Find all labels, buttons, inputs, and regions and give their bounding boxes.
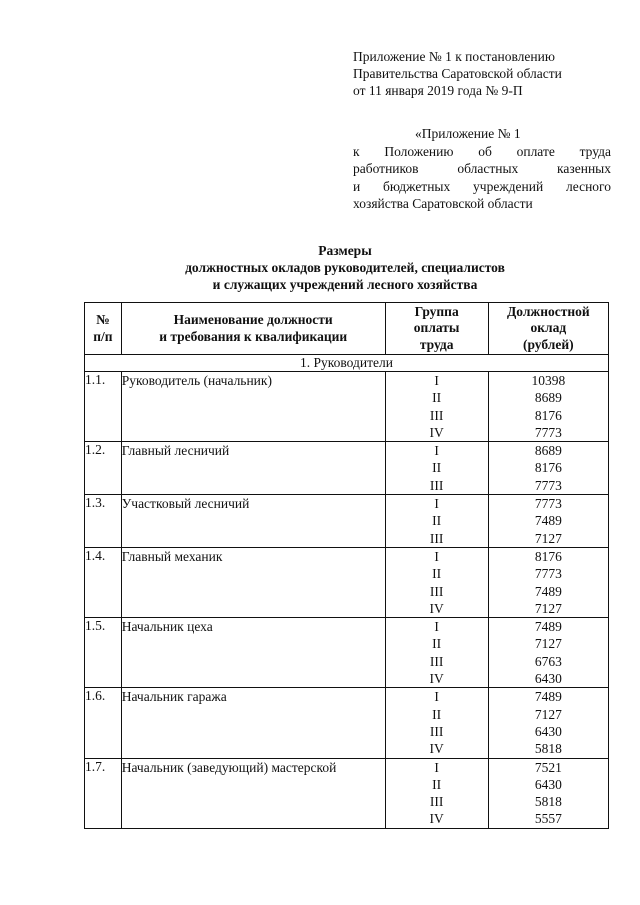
table-row [85, 442, 609, 495]
pay-group-value: IV [429, 600, 444, 616]
position-name-text: Главный лесничий [121, 443, 230, 459]
position-name [121, 495, 385, 548]
salary-value: 7489 [534, 689, 562, 705]
position-name-text: Начальник цеха [121, 619, 213, 635]
salary-value: 7127 [534, 706, 562, 722]
salary-value: 6430 [534, 723, 562, 739]
table-row [85, 495, 609, 548]
header-position [121, 303, 385, 355]
table-header-row [85, 303, 609, 355]
row-number: 1.3. [85, 495, 122, 548]
title-line: Размеры [318, 243, 372, 258]
header-salary [488, 303, 608, 355]
pay-group-value: II [432, 460, 442, 476]
position-name [121, 372, 385, 442]
pay-group-value: IV [429, 424, 444, 440]
pay-group-value: IV [429, 811, 444, 827]
header-text: оплаты [413, 320, 460, 336]
position-name [121, 547, 385, 617]
salary-cell [488, 758, 608, 828]
salary-value: 10398 [531, 373, 566, 388]
salary-value: 8176 [534, 460, 562, 476]
pay-group-cell [385, 688, 488, 758]
pay-group-value: I [434, 619, 439, 635]
salary-value: 8689 [534, 390, 562, 406]
pay-group-cell [385, 758, 488, 828]
position-name-text: Участковый лесничий [121, 496, 250, 512]
header-text: и требования к квалификации [159, 328, 348, 344]
salary-value: 7127 [534, 600, 562, 616]
salary-value: 7489 [534, 619, 562, 635]
header-text: Должностной [506, 303, 590, 319]
pay-group-value: III [429, 794, 444, 810]
salary-value: 6763 [534, 653, 562, 669]
pay-group-value: III [429, 407, 444, 423]
salary-table [84, 302, 609, 829]
pay-group-cell [385, 618, 488, 688]
salary-value: 5557 [534, 811, 562, 827]
pay-group-value: I [434, 373, 439, 388]
salary-cell [488, 442, 608, 495]
inner-appendix-title: «Приложение № 1 [415, 126, 521, 141]
salary-value: 7773 [534, 477, 562, 493]
pay-group-value: III [429, 583, 444, 599]
row-number: 1.7. [85, 758, 122, 828]
salary-value: 5818 [534, 741, 562, 757]
pay-group-value: II [432, 390, 442, 406]
pay-group-value: IV [429, 741, 444, 757]
salary-value: 5818 [534, 794, 562, 810]
pay-group-value: II [432, 513, 442, 529]
pay-group-cell [385, 495, 488, 548]
table-row [85, 372, 609, 442]
row-number: 1.1. [85, 372, 122, 442]
table-row [85, 547, 609, 617]
table-row [85, 758, 609, 828]
header-number [85, 303, 122, 355]
salary-cell [488, 688, 608, 758]
pay-group-value: I [434, 443, 439, 459]
salary-value: 7127 [534, 636, 562, 652]
table-row [85, 618, 609, 688]
salary-value: 8689 [534, 443, 562, 459]
appendix-header [353, 48, 613, 99]
pay-group-value: I [434, 689, 439, 705]
table-row [85, 688, 609, 758]
salary-value: 7773 [534, 424, 562, 440]
position-name-text: Главный механик [121, 548, 223, 564]
pay-group-value: II [432, 566, 442, 582]
pay-group-value: I [434, 548, 439, 564]
inner-appendix-line: хозяйства Саратовской области [353, 196, 533, 211]
inner-appendix-line: к Положению об оплате труда [353, 143, 611, 159]
pay-group-value: III [429, 530, 444, 546]
position-name [121, 618, 385, 688]
appendix-line: от 11 января 2019 года № 9-П [353, 83, 523, 98]
position-name-text: Руководитель (начальник) [121, 373, 272, 388]
header-text: оклад [530, 320, 567, 336]
pay-group-value: III [429, 477, 444, 493]
inner-appendix-line: работников областных казенных [353, 161, 611, 176]
header-text: Наименование должности [173, 312, 333, 327]
salary-value: 7489 [534, 583, 562, 599]
inner-appendix-header [353, 125, 611, 213]
row-number: 1.6. [85, 688, 122, 758]
position-name-text: Начальник гаража [121, 689, 227, 705]
pay-group-value: I [434, 496, 439, 512]
header-pay-group [385, 303, 488, 355]
row-number: 1.2. [85, 442, 122, 495]
pay-group-value: II [432, 636, 442, 652]
header-text: (рублей) [522, 336, 574, 352]
header-text: труда [419, 336, 454, 352]
pay-group-value: II [432, 706, 442, 722]
pay-group-value: I [434, 759, 439, 775]
title-line: и служащих учреждений лесного хозяйства [212, 277, 478, 292]
pay-group-cell [385, 547, 488, 617]
salary-value: 7773 [534, 496, 562, 512]
salary-value: 6430 [534, 671, 562, 687]
header-text: п/п [93, 328, 113, 344]
pay-group-cell [385, 442, 488, 495]
pay-group-value: IV [429, 671, 444, 687]
salary-value: 7521 [534, 759, 562, 775]
title-line: должностных окладов руководителей, специалистов [185, 260, 505, 275]
row-number: 1.4. [85, 547, 122, 617]
inner-appendix-line: и бюджетных учреждений лесного [353, 178, 611, 194]
salary-cell [488, 618, 608, 688]
position-name [121, 688, 385, 758]
section-title: 1. Руководители [85, 355, 609, 372]
header-text: № [96, 312, 110, 327]
pay-group-value: III [429, 653, 444, 669]
pay-group-value: III [429, 723, 444, 739]
appendix-line: Приложение № 1 к постановлению [353, 49, 555, 64]
position-name [121, 758, 385, 828]
salary-cell [488, 495, 608, 548]
pay-group-value: II [432, 776, 442, 792]
salary-value: 7489 [534, 513, 562, 529]
salary-value: 7127 [534, 530, 562, 546]
salary-value: 8176 [534, 407, 562, 423]
salary-cell [488, 372, 608, 442]
pay-group-cell [385, 372, 488, 442]
position-name-text: Начальник (заведующий) мастерской [121, 759, 337, 775]
document-title [120, 242, 570, 293]
row-number: 1.5. [85, 618, 122, 688]
salary-value: 6430 [534, 776, 562, 792]
salary-cell [488, 547, 608, 617]
salary-value: 7773 [534, 566, 562, 582]
appendix-line: Правительства Саратовской области [353, 66, 562, 81]
header-text: Группа [414, 303, 459, 319]
section-row [85, 355, 609, 372]
salary-value: 8176 [534, 548, 562, 564]
position-name [121, 442, 385, 495]
